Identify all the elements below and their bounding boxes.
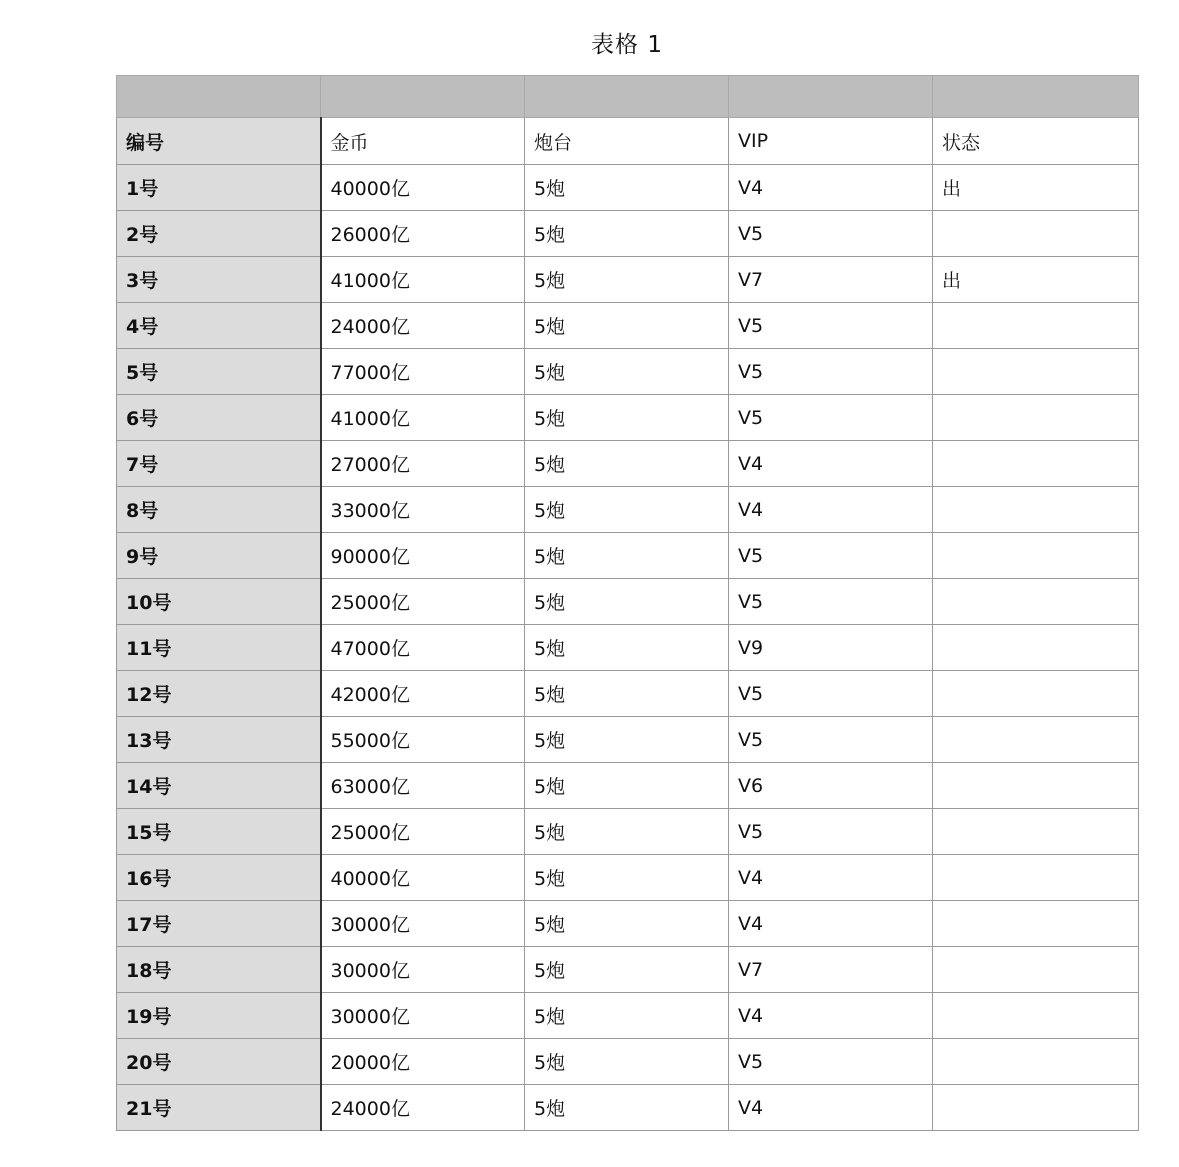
cell-coins[interactable]: 41000亿	[321, 395, 525, 441]
cell-cannon[interactable]: 5炮	[525, 395, 729, 441]
cell-coins[interactable]: 20000亿	[321, 1039, 525, 1085]
cell-status[interactable]	[933, 625, 1139, 671]
cell-vip[interactable]: V5	[729, 533, 933, 579]
cell-vip[interactable]: V4	[729, 487, 933, 533]
cell-cannon[interactable]: 5炮	[525, 441, 729, 487]
cell-id[interactable]: 18号	[117, 947, 321, 993]
cell-status[interactable]	[933, 303, 1139, 349]
cell-vip[interactable]: V5	[729, 717, 933, 763]
table-row	[117, 993, 1139, 1039]
cell-id[interactable]: 9号	[117, 533, 321, 579]
cell-id[interactable]: 17号	[117, 901, 321, 947]
cell-coins[interactable]: 63000亿	[321, 763, 525, 809]
cell-vip[interactable]: V7	[729, 947, 933, 993]
cell-cannon[interactable]: 5炮	[525, 763, 729, 809]
table-row	[117, 487, 1139, 533]
cell-vip[interactable]: V5	[729, 395, 933, 441]
cell-cannon[interactable]: 5炮	[525, 349, 729, 395]
cell-cannon[interactable]: 5炮	[525, 487, 729, 533]
cell-status[interactable]	[933, 349, 1139, 395]
cell-coins[interactable]: 77000亿	[321, 349, 525, 395]
cell-id[interactable]: 15号	[117, 809, 321, 855]
cell-vip[interactable]: V5	[729, 1039, 933, 1085]
cell-coins[interactable]: 25000亿	[321, 579, 525, 625]
cell-coins[interactable]: 55000亿	[321, 717, 525, 763]
cell-vip[interactable]: V5	[729, 349, 933, 395]
cell-id[interactable]: 21号	[117, 1085, 321, 1131]
table-row	[117, 395, 1139, 441]
table-row	[117, 947, 1139, 993]
cell-cannon[interactable]: 5炮	[525, 993, 729, 1039]
header-cell-vip[interactable]: VIP	[729, 118, 933, 165]
cell-status[interactable]	[933, 855, 1139, 901]
cell-cannon[interactable]: 5炮	[525, 533, 729, 579]
cell-cannon[interactable]: 5炮	[525, 165, 729, 211]
cell-id[interactable]: 14号	[117, 763, 321, 809]
cell-id[interactable]: 1号	[117, 165, 321, 211]
table-row	[117, 257, 1139, 303]
cell-id[interactable]: 3号	[117, 257, 321, 303]
table-row	[117, 165, 1139, 211]
cell-coins[interactable]: 40000亿	[321, 855, 525, 901]
cell-coins[interactable]: 24000亿	[321, 303, 525, 349]
table-row	[117, 211, 1139, 257]
cell-id[interactable]: 10号	[117, 579, 321, 625]
cell-vip[interactable]: V4	[729, 1085, 933, 1131]
cell-cannon[interactable]: 5炮	[525, 855, 729, 901]
cell-coins[interactable]: 27000亿	[321, 441, 525, 487]
cell-vip[interactable]: V9	[729, 625, 933, 671]
table-row	[117, 855, 1139, 901]
cell-cannon[interactable]: 5炮	[525, 809, 729, 855]
table-row	[117, 533, 1139, 579]
data-table	[116, 75, 1139, 1131]
cell-vip[interactable]: V4	[729, 901, 933, 947]
cell-status[interactable]	[933, 533, 1139, 579]
cell-id[interactable]: 16号	[117, 855, 321, 901]
cell-coins[interactable]: 30000亿	[321, 993, 525, 1039]
cell-id[interactable]: 8号	[117, 487, 321, 533]
header-cell-cannon[interactable]: 炮台	[525, 118, 729, 165]
cell-status[interactable]	[933, 901, 1139, 947]
cell-status[interactable]	[933, 1039, 1139, 1085]
cell-coins[interactable]: 40000亿	[321, 165, 525, 211]
table-row	[117, 763, 1139, 809]
cell-coins[interactable]: 24000亿	[321, 1085, 525, 1131]
cell-status[interactable]	[933, 809, 1139, 855]
cell-coins[interactable]: 41000亿	[321, 257, 525, 303]
cell-vip[interactable]: V5	[729, 211, 933, 257]
table-row	[117, 579, 1139, 625]
cell-vip[interactable]: V4	[729, 993, 933, 1039]
cell-vip[interactable]: V6	[729, 763, 933, 809]
cell-coins[interactable]: 90000亿	[321, 533, 525, 579]
table-row	[117, 1085, 1139, 1131]
band-cell[interactable]	[117, 76, 321, 118]
cell-id[interactable]: 11号	[117, 625, 321, 671]
cell-cannon[interactable]: 5炮	[525, 257, 729, 303]
cell-id[interactable]: 4号	[117, 303, 321, 349]
cell-status[interactable]	[933, 579, 1139, 625]
cell-id[interactable]: 13号	[117, 717, 321, 763]
cell-status[interactable]: 出	[933, 257, 1139, 303]
cell-vip[interactable]: V4	[729, 165, 933, 211]
table-row	[117, 671, 1139, 717]
cell-id[interactable]: 6号	[117, 395, 321, 441]
table-row	[117, 717, 1139, 763]
cell-id[interactable]: 19号	[117, 993, 321, 1039]
band-cell[interactable]	[525, 76, 729, 118]
cell-status[interactable]	[933, 441, 1139, 487]
cell-cannon[interactable]: 5炮	[525, 671, 729, 717]
cell-status[interactable]	[933, 1085, 1139, 1131]
table-row	[117, 349, 1139, 395]
table-row	[117, 1039, 1139, 1085]
cell-status[interactable]	[933, 395, 1139, 441]
band-cell[interactable]	[729, 76, 933, 118]
table-row	[117, 809, 1139, 855]
cell-coins[interactable]: 47000亿	[321, 625, 525, 671]
cell-status[interactable]: 出	[933, 165, 1139, 211]
cell-vip[interactable]: V5	[729, 809, 933, 855]
header-cell-status[interactable]: 状态	[933, 118, 1139, 165]
cell-id[interactable]: 12号	[117, 671, 321, 717]
cell-cannon[interactable]: 5炮	[525, 211, 729, 257]
cell-cannon[interactable]: 5炮	[525, 303, 729, 349]
cell-status[interactable]	[933, 671, 1139, 717]
band-cell[interactable]	[933, 76, 1139, 118]
cell-status[interactable]	[933, 487, 1139, 533]
cell-status[interactable]	[933, 993, 1139, 1039]
table-row	[117, 303, 1139, 349]
cell-vip[interactable]: V5	[729, 671, 933, 717]
cell-cannon[interactable]: 5炮	[525, 1085, 729, 1131]
band-cell[interactable]	[321, 76, 525, 118]
table-row	[117, 441, 1139, 487]
cell-status[interactable]	[933, 211, 1139, 257]
cell-coins[interactable]: 33000亿	[321, 487, 525, 533]
table-row	[117, 625, 1139, 671]
cell-id[interactable]: 5号	[117, 349, 321, 395]
header-cell-coins[interactable]: 金币	[321, 118, 525, 165]
cell-coins[interactable]: 25000亿	[321, 809, 525, 855]
header-cell-id[interactable]: 编号	[117, 118, 321, 165]
cell-cannon[interactable]: 5炮	[525, 625, 729, 671]
column-header-row	[117, 118, 1139, 165]
cell-id[interactable]: 20号	[117, 1039, 321, 1085]
cell-status[interactable]	[933, 947, 1139, 993]
cell-vip[interactable]: V4	[729, 441, 933, 487]
cell-coins[interactable]: 42000亿	[321, 671, 525, 717]
cell-cannon[interactable]: 5炮	[525, 901, 729, 947]
cell-coins[interactable]: 30000亿	[321, 947, 525, 993]
cell-vip[interactable]: V5	[729, 303, 933, 349]
cell-cannon[interactable]: 5炮	[525, 1039, 729, 1085]
cell-id[interactable]: 2号	[117, 211, 321, 257]
cell-vip[interactable]: V7	[729, 257, 933, 303]
cell-status[interactable]	[933, 763, 1139, 809]
cell-status[interactable]	[933, 717, 1139, 763]
table-title: 表格 1	[591, 32, 663, 58]
header-band-row	[117, 76, 1139, 118]
cell-id[interactable]: 7号	[117, 441, 321, 487]
cell-vip[interactable]: V4	[729, 855, 933, 901]
cell-coins[interactable]: 26000亿	[321, 211, 525, 257]
cell-cannon[interactable]: 5炮	[525, 947, 729, 993]
cell-vip[interactable]: V5	[729, 579, 933, 625]
cell-cannon[interactable]: 5炮	[525, 717, 729, 763]
cell-cannon[interactable]: 5炮	[525, 579, 729, 625]
cell-coins[interactable]: 30000亿	[321, 901, 525, 947]
table-row	[117, 901, 1139, 947]
